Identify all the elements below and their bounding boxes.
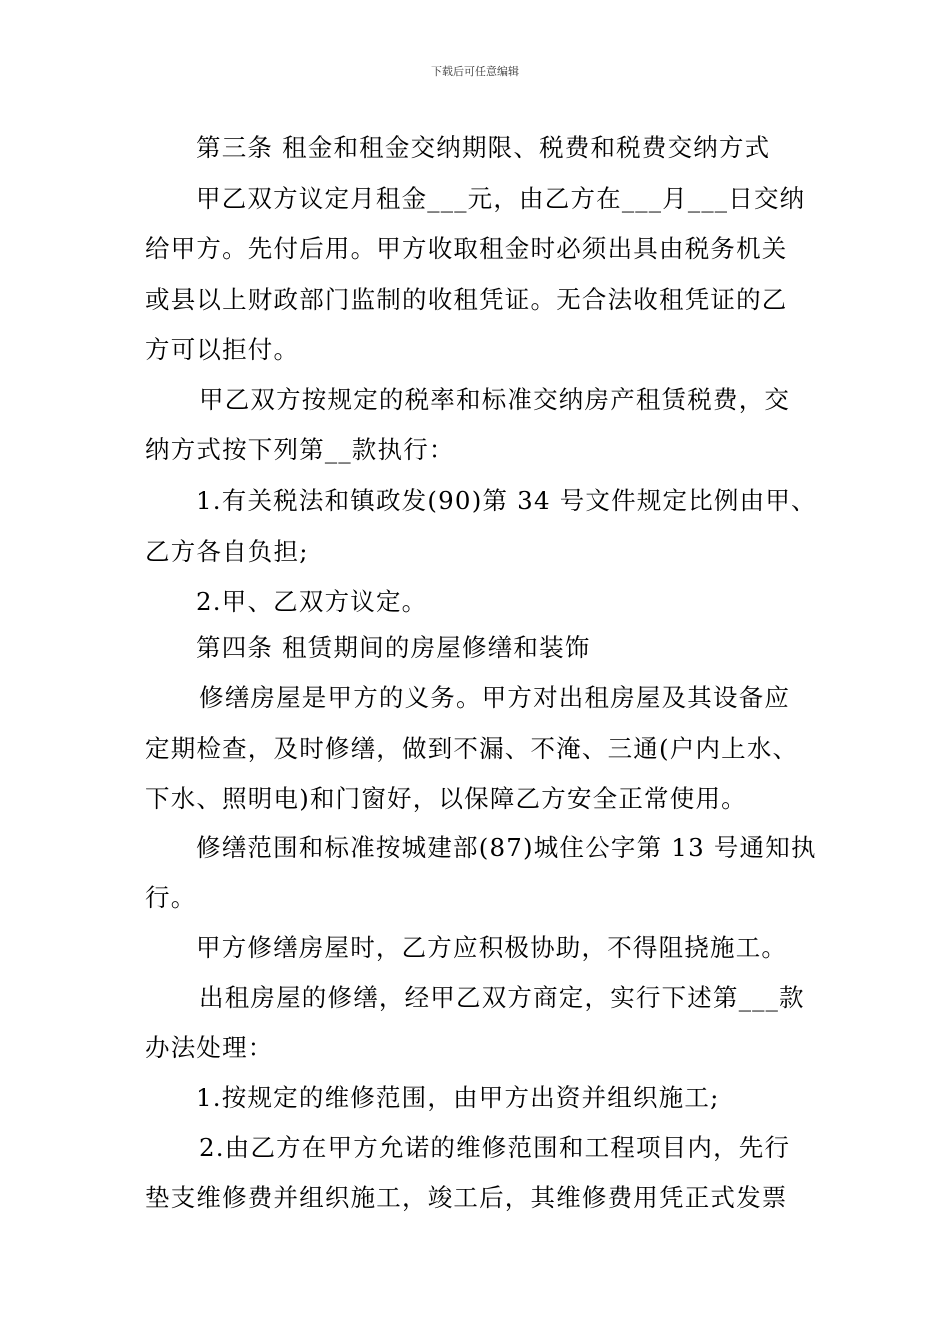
paragraph-line: 出租房屋的修缮，经甲乙双方商定，实行下述第___款 [199, 983, 805, 1012]
paragraph-line: 定期检查，及时修缮，做到不漏、不淹、三通(户内上水、 [145, 734, 799, 763]
paragraph-line: 下水、照明电)和门窗好，以保障乙方安全正常使用。 [145, 784, 747, 813]
paragraph-line: 方可以拒付。 [145, 335, 300, 364]
paragraph-line: 甲方修缮房屋时，乙方应积极协助，不得阻挠施工。 [196, 933, 788, 962]
article-3-title: 第三条 租金和租金交纳期限、税费和税费交纳方式 [196, 133, 771, 162]
paragraph-line: 甲乙双方议定月租金___元，由乙方在___月___日交纳 [196, 184, 806, 213]
paragraph-line: 办法处理： [145, 1033, 274, 1062]
paragraph-line: 或县以上财政部门监制的收租凭证。无合法收租凭证的乙 [145, 285, 788, 314]
paragraph-line: 纳方式按下列第__款执行： [145, 435, 455, 464]
list-item: 2.由乙方在甲方允诺的维修范围和工程项目内，先行 [199, 1133, 791, 1162]
paragraph-line: 修缮范围和标准按城建部(87)城住公字第 13 号通知执 [196, 833, 817, 862]
list-item: 2.甲、乙双方议定。 [196, 587, 428, 616]
article-4-title: 第四条 租赁期间的房屋修缮和装饰 [196, 633, 591, 662]
paragraph-line: 给甲方。先付后用。甲方收取租金时必须出具由税务机关 [145, 234, 788, 263]
list-item: 乙方各自负担; [145, 537, 309, 566]
paragraph-line: 修缮房屋是甲方的义务。甲方对出租房屋及其设备应 [199, 683, 791, 712]
paragraph-line: 垫支维修费并组织施工，竣工后，其维修费用凭正式发票 [145, 1183, 788, 1212]
page-header: 下载后可任意编辑 [431, 65, 519, 78]
list-item: 1.有关税法和镇政发(90)第 34 号文件规定比例由甲、 [196, 486, 817, 515]
paragraph-line: 甲乙双方按规定的税率和标准交纳房产租赁税费，交 [199, 385, 791, 414]
list-item: 1.按规定的维修范围，由甲方出资并组织施工; [196, 1083, 720, 1112]
paragraph-line: 行。 [145, 883, 197, 912]
